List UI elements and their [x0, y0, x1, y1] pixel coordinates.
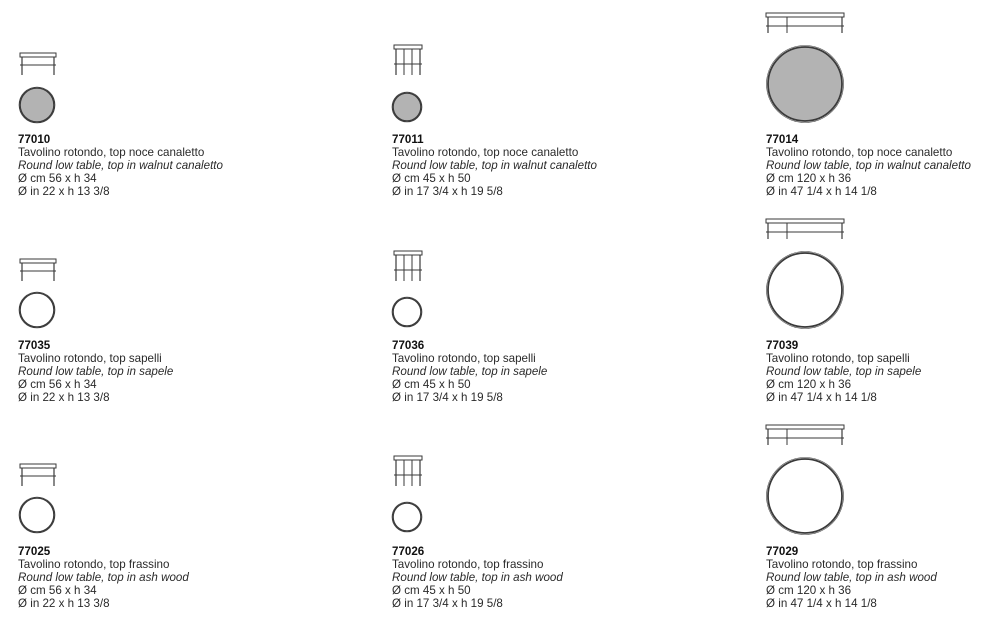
product-dimensions-cm: Ø cm 56 x h 34 — [18, 584, 97, 597]
product-text — [766, 133, 971, 198]
product-code: 77035 — [18, 339, 51, 352]
product-name-italian: Tavolino rotondo, top sapelli — [766, 352, 910, 365]
product-name-italian: Tavolino rotondo, top noce canaletto — [18, 146, 205, 159]
product-dimensions-cm: Ø cm 120 x h 36 — [766, 378, 852, 391]
product-code: 77014 — [766, 133, 799, 146]
product-dimensions-cm: Ø cm 56 x h 34 — [18, 378, 97, 391]
product-name-english: Round low table, top in walnut canaletto — [766, 159, 971, 172]
round-top-plan-sapele-icon — [391, 296, 423, 328]
round-top-plan-sapele-icon — [18, 291, 56, 329]
product-name-italian: Tavolino rotondo, top frassino — [18, 558, 170, 571]
product-text — [18, 545, 189, 610]
round-top-plan-walnut-icon — [391, 91, 423, 123]
product-name-english: Round low table, top in sapele — [766, 365, 922, 378]
round-top-plan-sapele-icon — [765, 250, 845, 330]
product-dimensions-in: Ø in 17 3/4 x h 19 5/8 — [392, 185, 503, 198]
product-dimensions-cm: Ø cm 45 x h 50 — [392, 584, 471, 597]
product-dimensions-in: Ø in 17 3/4 x h 19 5/8 — [392, 597, 503, 610]
product-code: 77011 — [392, 133, 424, 146]
product-code: 77039 — [766, 339, 799, 352]
product-text — [392, 545, 563, 610]
product-name-english: Round low table, top in walnut canaletto — [18, 159, 223, 172]
product-dimensions-in: Ø in 22 x h 13 3/8 — [18, 597, 110, 610]
product-text — [766, 545, 937, 610]
tall-table-side-elevation-icon — [393, 44, 423, 76]
product-dimensions-in: Ø in 17 3/4 x h 19 5/8 — [392, 391, 503, 404]
product-name-english: Round low table, top in ash wood — [766, 571, 937, 584]
product-dimensions-cm: Ø cm 120 x h 36 — [766, 172, 852, 185]
product-text — [392, 133, 597, 198]
product-code: 77010 — [18, 133, 51, 146]
product-dimensions-in: Ø in 22 x h 13 3/8 — [18, 185, 110, 198]
product-dimensions-in: Ø in 47 1/4 x h 14 1/8 — [766, 597, 877, 610]
product-text — [766, 339, 921, 404]
round-top-plan-ash-icon — [765, 456, 845, 536]
product-dimensions-cm: Ø cm 120 x h 36 — [766, 584, 852, 597]
product-name-english: Round low table, top in walnut canaletto — [392, 159, 597, 172]
product-name-italian: Tavolino rotondo, top frassino — [766, 558, 918, 571]
wide-table-side-elevation-icon — [765, 12, 845, 34]
product-name-english: Round low table, top in ash wood — [18, 571, 189, 584]
product-dimensions-in: Ø in 47 1/4 x h 14 1/8 — [766, 391, 877, 404]
product-dimensions-cm: Ø cm 45 x h 50 — [392, 172, 471, 185]
wide-table-side-elevation-icon — [765, 218, 845, 240]
round-top-plan-ash-icon — [391, 501, 423, 533]
low-table-side-elevation-icon — [19, 463, 57, 487]
product-dimensions-in: Ø in 47 1/4 x h 14 1/8 — [766, 185, 877, 198]
product-name-italian: Tavolino rotondo, top frassino — [392, 558, 544, 571]
product-text — [18, 339, 173, 404]
product-text — [392, 339, 547, 404]
product-name-english: Round low table, top in sapele — [18, 365, 174, 378]
low-table-side-elevation-icon — [19, 258, 57, 282]
low-table-side-elevation-icon — [19, 52, 57, 76]
product-code: 77029 — [766, 545, 799, 558]
product-name-english: Round low table, top in ash wood — [392, 571, 563, 584]
round-top-plan-walnut-icon — [765, 44, 845, 124]
product-dimensions-cm: Ø cm 45 x h 50 — [392, 378, 471, 391]
tall-table-side-elevation-icon — [393, 250, 423, 282]
product-code: 77036 — [392, 339, 425, 352]
product-code: 77026 — [392, 545, 425, 558]
product-name-italian: Tavolino rotondo, top noce canaletto — [766, 146, 953, 159]
product-text — [18, 133, 223, 198]
product-dimensions-in: Ø in 22 x h 13 3/8 — [18, 391, 110, 404]
product-code: 77025 — [18, 545, 51, 558]
product-name-italian: Tavolino rotondo, top sapelli — [18, 352, 162, 365]
wide-table-side-elevation-icon — [765, 424, 845, 446]
product-name-english: Round low table, top in sapele — [392, 365, 548, 378]
product-dimensions-cm: Ø cm 56 x h 34 — [18, 172, 97, 185]
product-name-italian: Tavolino rotondo, top sapelli — [392, 352, 536, 365]
round-top-plan-ash-icon — [18, 496, 56, 534]
tall-table-side-elevation-icon — [393, 455, 423, 487]
product-name-italian: Tavolino rotondo, top noce canaletto — [392, 146, 579, 159]
round-top-plan-walnut-icon — [18, 86, 56, 124]
